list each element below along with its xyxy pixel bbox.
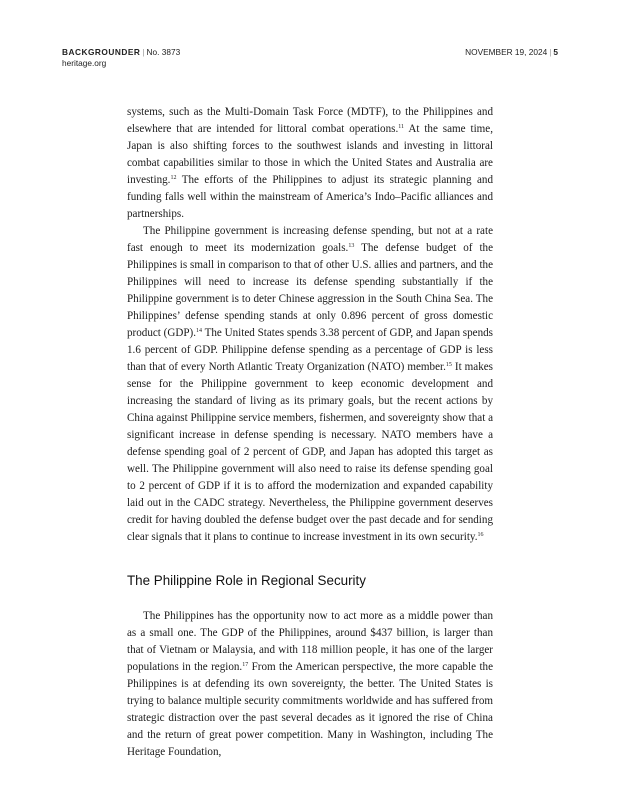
footnote-ref[interactable]: 14: [196, 328, 203, 334]
footnote-ref[interactable]: 16: [477, 532, 484, 538]
series-label: BACKGROUNDER: [62, 47, 141, 57]
series-number: No. 3873: [146, 47, 181, 57]
header-separator: |: [142, 47, 145, 57]
text-run: The efforts of the Philippines to adjust its strategic planning and funding falls well within the mainstream of America’s Indo–Pacific alliances and partnerships.: [127, 174, 493, 220]
text-run: The Philippines has the opportunity now to act more as a middle power than as a small one. The GDP of the Philippines, around $437 billion, is larger than that of Vietnam or Malaysia, and with 118 million people, it has one of the larger populations in the region.: [127, 610, 493, 673]
paragraph: [127, 608, 493, 761]
footnote-ref[interactable]: 12: [170, 175, 177, 181]
site-url[interactable]: heritage.org: [62, 58, 107, 68]
section-heading: The Philippine Role in Regional Security: [127, 573, 366, 588]
footnote-ref[interactable]: 17: [242, 662, 249, 668]
report-date: NOVEMBER 19, 2024: [465, 47, 548, 57]
series-line: [62, 47, 180, 58]
footnote-ref[interactable]: 13: [348, 243, 355, 249]
footnote-ref[interactable]: 15: [445, 362, 452, 368]
report-header: [62, 47, 180, 69]
text-run: The Philippine government is increasing defense spending, but not at a rate fast enough to meet its modernization goals.: [127, 225, 493, 254]
text-run: At the same time, Japan is also shifting forces to the southwest islands and investing in littoral combat capabilities similar to those in which the United States and Australia are investing.: [127, 123, 493, 186]
text-run: systems, such as the Multi-Domain Task Force (MDTF), to the Philippines and elsewhere that are intended for littoral combat operations.: [127, 106, 493, 135]
date-header: [465, 47, 558, 58]
text-run: From the American perspective, the more capable the Philippines is at defending its own sovereignty, the better. The United States is trying to balance multiple security commitments worldwide and has suffered from strategic distraction over the past several decades as it ignored the rise of China and the return of great power competition. Many in Washington, including The Heritage Foundation,: [127, 661, 493, 758]
paragraph: [127, 223, 493, 546]
header-separator: |: [549, 47, 552, 57]
body-text-top: [127, 104, 493, 546]
text-run: The United States spends 3.38 percent of GDP, and Japan spends 1.6 percent of GDP. Philippine defense spending as a percentage of GDP is less than that of every North Atlantic Treaty Organization (NATO) member.: [127, 327, 493, 373]
text-run: It makes sense for the Philippine government to keep economic development and increasing the standard of living as its primary goals, but the recent actions by China against Philippine service members, fishermen, and sovereignty show that a significant increase in defense spending is necessary. NATO members have a defense spending goal of 2 percent of GDP, and Japan has adopted this target as well. The Philippine government will also need to raise its defense spending goal to 2 percent of GDP if it is to afford the modernization and expanded capability laid out in the CADC strategy. Nevertheless, the Philippine government deserves credit for having doubled the defense budget over the past decade and for sending clear signals that it plans to continue to increase investment in its own security.: [127, 361, 494, 543]
text-run: The defense budget of the Philippines is small in comparison to that of other U.S. allies and partners, and the Philippines will need to increase its defense spending substantially if the Philippine government is to deter Chinese aggression in the South China Sea. The Philippines’ defense spending stands at only 0.896 percent of gross domestic product (GDP).: [127, 242, 493, 339]
body-text-bottom: [127, 608, 493, 761]
footnote-ref[interactable]: 11: [398, 124, 405, 130]
paragraph: [127, 104, 493, 223]
page-number: 5: [553, 47, 558, 57]
